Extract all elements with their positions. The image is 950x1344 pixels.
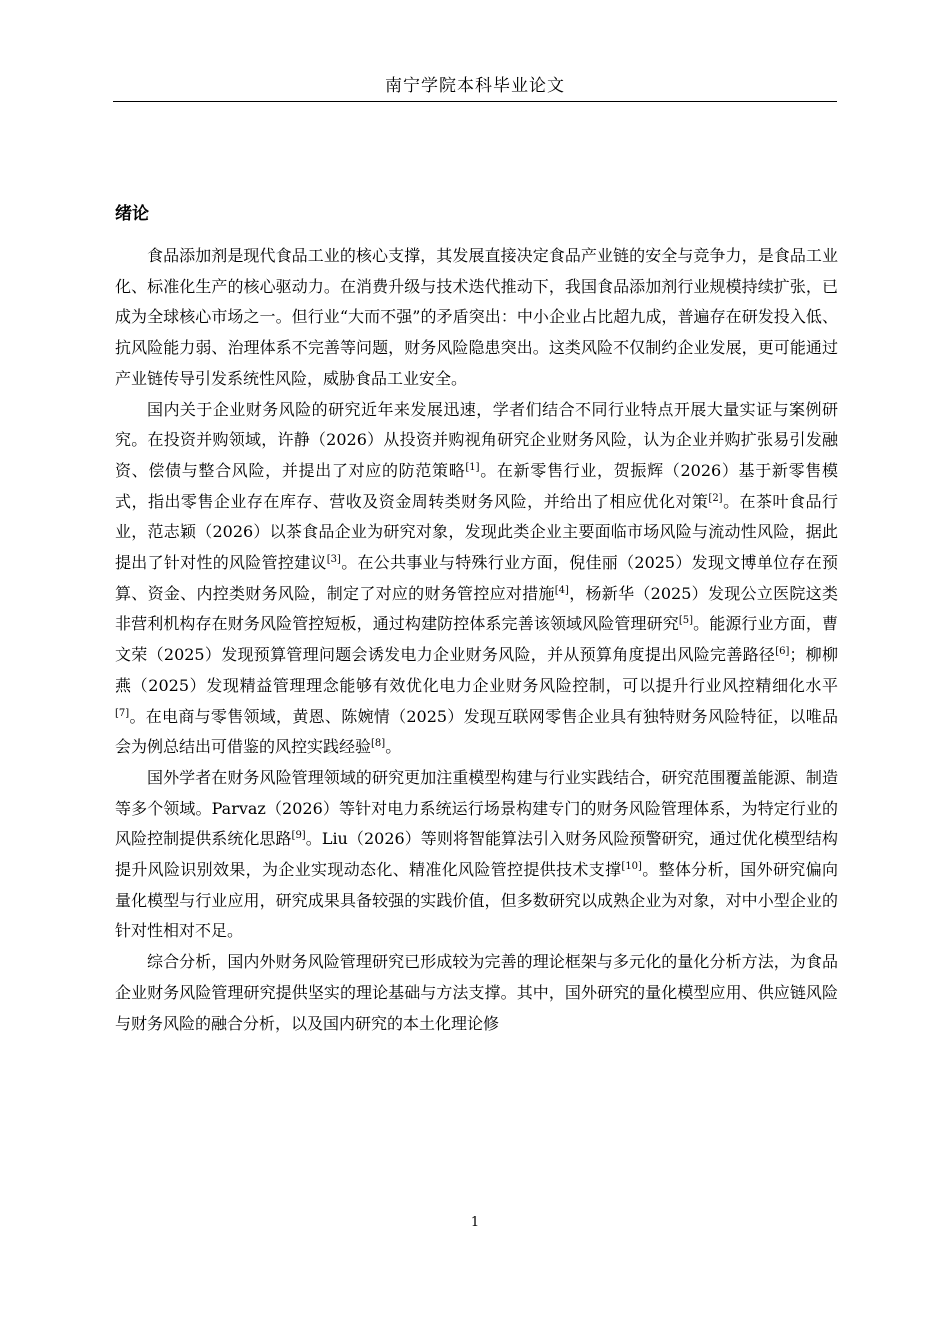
paragraph-text: 。整体分析，国外研究偏向量化模型与行业应用，研究成果具备较强的实践价值，但多数研究以成熟企业为对象，对中小型企业的针对性相对不足。	[115, 860, 838, 941]
paragraph-text: ；柳柳燕（2025）发现精益管理理念能够有效优化电力企业财务风险控制，可以提升行业风控精细化水平	[115, 645, 838, 695]
page-number: 1	[470, 1215, 480, 1230]
citation-marker: [6]	[775, 646, 790, 658]
citation-marker: [2]	[708, 492, 723, 504]
paragraph	[115, 241, 838, 395]
paragraph-text: 。Liu（2026）等则将智能算法引入财务风险预警研究，通过优化模型结构提升风险识别效果，为企业实现动态化、精准化风险管控提供技术支撑	[115, 829, 838, 880]
body-text	[115, 241, 838, 1039]
citation-marker: [9]	[291, 830, 306, 842]
paragraph	[115, 947, 838, 1039]
citation-marker: [8]	[371, 738, 386, 750]
paragraph-text: ，杨新华（2025）发现公立医院这类非营利机构存在财务风险管控短板，通过构建防控体系完善该领域风险管理研究	[115, 583, 838, 634]
citation-marker: [4]	[554, 584, 569, 596]
citation-marker: [5]	[678, 615, 693, 627]
paragraph-text: 食品添加剂是现代食品工业的核心支撑，其发展直接决定食品产业链的安全与竞争力，是食品工业化、标准化生产的核心驱动力。在消费升级与技术迭代推动下，我国食品添加剂行业规模持续扩张，已成为全球核心市场之一。但行业“大而不强”的矛盾突出：中小企业占比超九成，普遍存在研发投入低、抗风险能力弱、治理体系不完善等问题，财务风险隐患突出。这类风险不仅制约企业发展，更可能通过产业链传导引发系统性风险，威胁食品工业安全。	[115, 246, 838, 388]
paragraph-text: 国内关于企业财务风险的研究近年来发展迅速，学者们结合不同行业特点开展大量实证与案例研究。在投资并购领域，许静（2026）从投资并购视角研究企业财务风险，认为企业并购扩张易引发融资、偿债与整合风险，并提出了对应的防范策略	[115, 399, 838, 480]
section-heading: 绪论	[115, 204, 149, 224]
paragraph-text: 。能源行业方面，曹文荣（2025）发现预算管理问题会诱发电力企业财务风险，并从预算角度提出风险完善路径	[115, 614, 838, 665]
paragraph	[115, 395, 838, 763]
citation-marker: [10]	[621, 861, 642, 873]
running-header: 南宁学院本科毕业论文	[385, 76, 565, 96]
paragraph-text: 。在公共事业与特殊行业方面，倪佳丽（2025）发现文博单位存在预算、资金、内控类财务风险，制定了对应的财务管控应对措施	[115, 553, 838, 603]
citation-marker: [7]	[115, 707, 130, 719]
paragraph-text: 国外学者在财务风险管理领域的研究更加注重模型构建与行业实践结合，研究范围覆盖能源、制造等多个领域。Parvaz（2026）等针对电力系统运行场景构建专门的财务风险管理体系，为特定行业的风险控制提供系统化思路	[115, 767, 838, 849]
paragraph-text: 。在新零售行业，贺振辉（2026）基于新零售模式，指出零售企业存在库存、营收及资金周转类财务风险，并给出了相应优化对策	[115, 460, 838, 511]
paragraph-text: 。在茶叶食品行业，范志颖（2026）以茶食品企业为研究对象，发现此类企业主要面临市场风险与流动性风险，据此提出了针对性的风险管控建议	[115, 491, 838, 573]
citation-marker: [1]	[465, 461, 480, 473]
paragraph	[115, 763, 838, 947]
citation-marker: [3]	[326, 554, 341, 566]
paragraph-text: 。在电商与零售领域，黄恩、陈婉情（2025）发现互联网零售企业具有独特财务风险特征，以唯品会为例总结出可借鉴的风控实践经验	[115, 706, 838, 757]
paragraph-text: 。	[385, 737, 402, 757]
header-rule	[113, 101, 837, 102]
paragraph-text: 综合分析，国内外财务风险管理研究已形成较为完善的理论框架与多元化的量化分析方法，为食品企业财务风险管理研究提供坚实的理论基础与方法支撑。其中，国外研究的量化模型应用、供应链风险与财务风险的融合分析，以及国内研究的本土化理论修	[115, 952, 838, 1033]
